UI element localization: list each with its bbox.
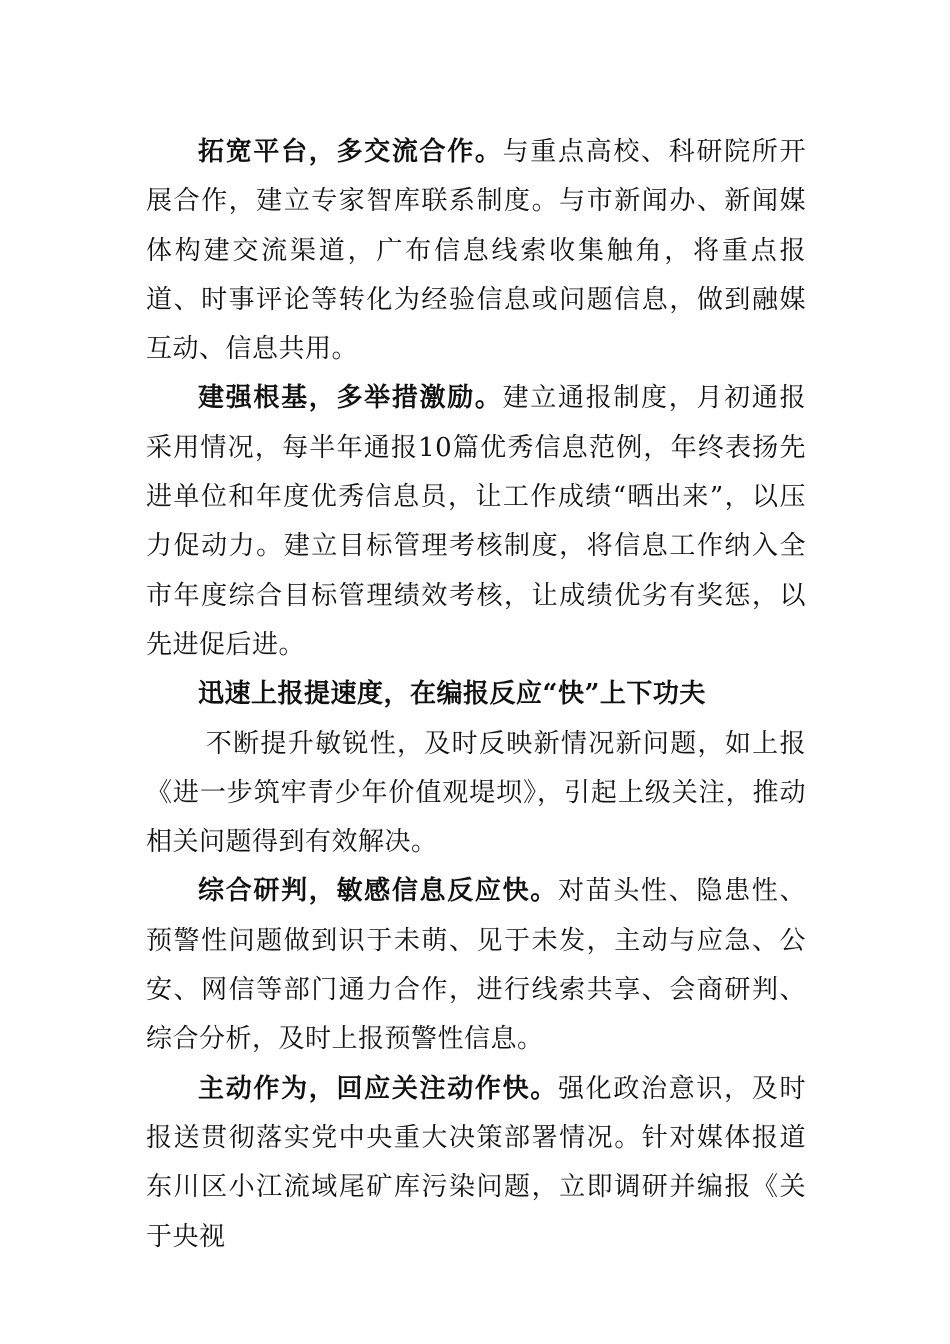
document-body xyxy=(146,128,806,1262)
paragraph-lead: 建强根基，多举措激励。 xyxy=(198,383,503,414)
paragraph-proactive xyxy=(146,1065,806,1262)
section-heading: 迅速上报提速度，在编报反应“快”上下功夫 xyxy=(198,679,706,710)
paragraph-lead: 综合研判，敏感信息反应快。 xyxy=(198,876,558,907)
paragraph-text: 强化政治意识，及时报送贯彻落实党中央重大决策部署情况。针对媒体报道东川区小江流域尾矿库污染问题，立即调研并编报《关于央视 xyxy=(146,1073,806,1252)
paragraph-text: 建立通报制度，月初通报采用情况，每半年通报10篇优秀信息范例，年终表扬先进单位和年度优秀信息员，让工作成绩“晒出来”，以压力促动力。建立目标管理考核制度，将信息工作纳入全市年度综合目标管理绩效考核，让成绩优劣有奖惩，以先进促后进。 xyxy=(146,383,806,660)
paragraph-text: 与重点高校、科研院所开展合作，建立专家智库联系制度。与市新闻办、新闻媒体构建交流渠道，广布信息线索收集触角，将重点报道、时事评论等转化为经验信息或问题信息，做到融媒互动、信息共用。 xyxy=(146,137,806,365)
paragraph-lead: 主动作为，回应关注动作快。 xyxy=(198,1073,558,1104)
paragraph-incentive xyxy=(146,374,806,670)
paragraph-platform xyxy=(146,128,806,374)
paragraph-lead: 拓宽平台，多交流合作。 xyxy=(198,137,503,167)
paragraph-sensitive-info xyxy=(146,867,806,1064)
paragraph-intro: 不断提升敏锐性，及时反映新情况新问题，如上报《进一步筑牢青少年价值观堤坝》，引起上级关注，推动相关问题得到有效解决。 xyxy=(146,728,806,858)
paragraph-text: 对苗头性、隐患性、预警性问题做到识于未萌、见于未发，主动与应急、公安、网信等部门通力合作，进行线索共享、会商研判、综合分析，及时上报预警性信息。 xyxy=(146,876,806,1055)
